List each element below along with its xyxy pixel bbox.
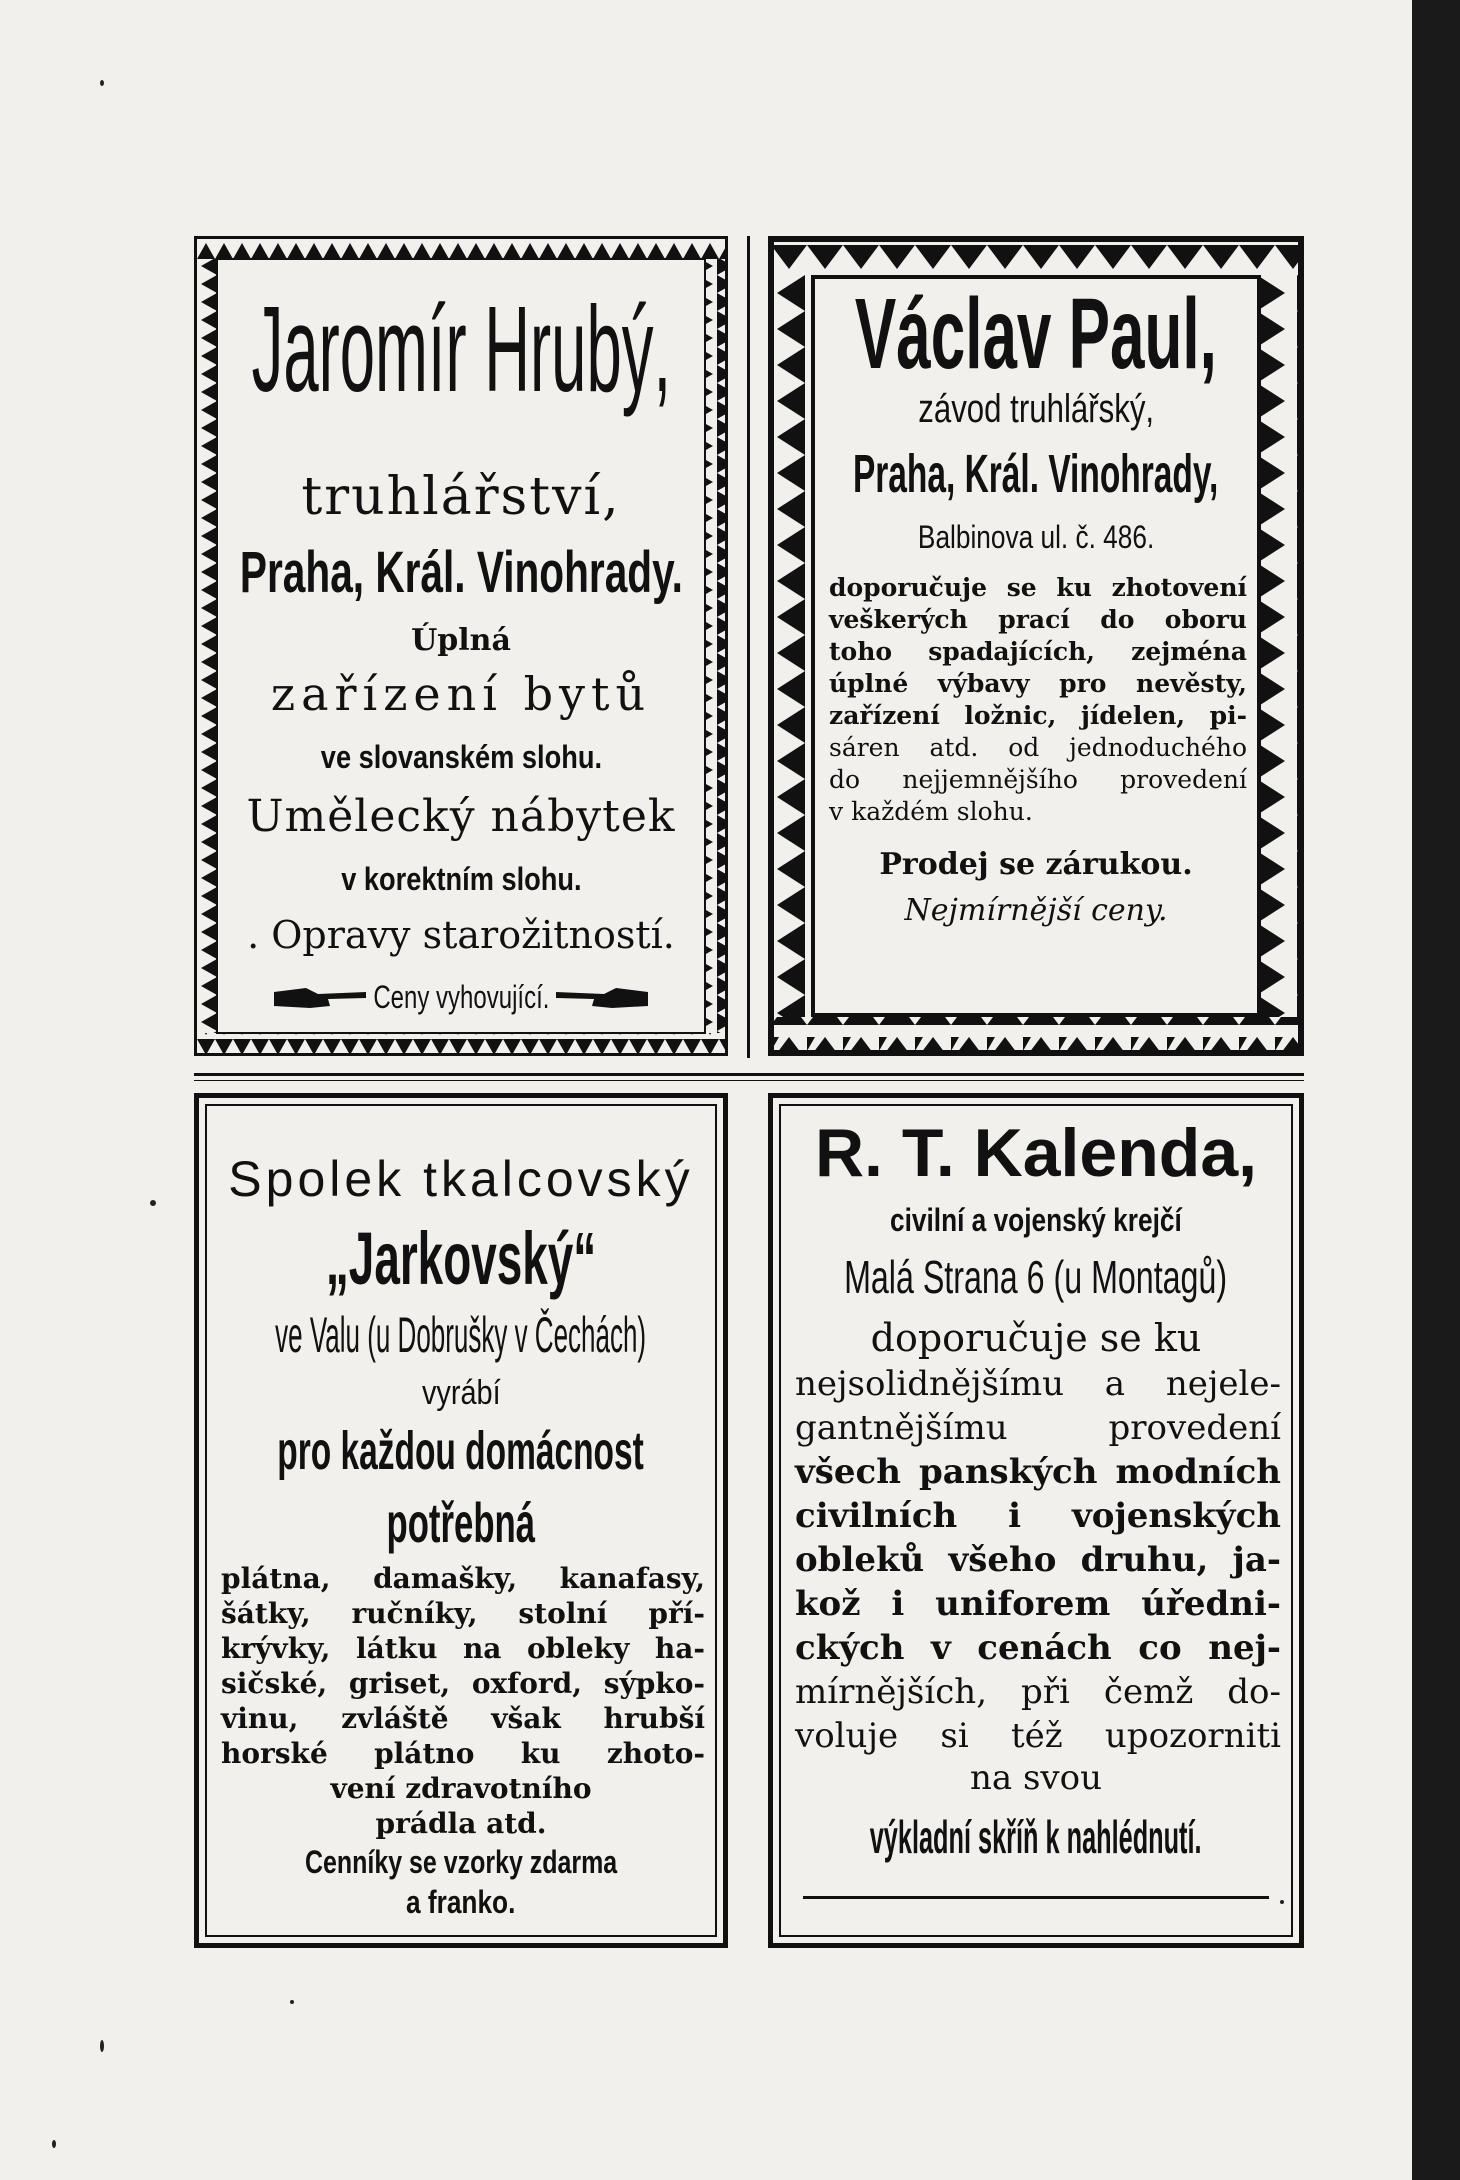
ad-spolek-tkalcovsky bbox=[194, 1093, 728, 1948]
ad-title: Václav Paul, bbox=[855, 278, 1217, 390]
sale-line: Prodej se zárukou. bbox=[879, 847, 1193, 882]
prices-line: Ceny vyhovující. bbox=[372, 979, 550, 1015]
text-line: . Opravy starožitností. bbox=[247, 913, 675, 957]
pointing-hand-icon bbox=[552, 984, 652, 1012]
ad-title: Jaromír Hrubý, bbox=[251, 281, 671, 417]
body-line: civilních i vojenských bbox=[795, 1496, 1281, 1536]
trade-line: civilní a vojenský krejčí bbox=[890, 1202, 1182, 1238]
inner-frame bbox=[205, 1104, 717, 1937]
body-line: veškerých prací do oboru bbox=[829, 605, 1247, 634]
body-line: kož i uniforem úředni- bbox=[795, 1584, 1281, 1624]
body-line: obleků všeho druhu, ja- bbox=[795, 1540, 1281, 1580]
trade-line: truhlářství, bbox=[301, 467, 621, 527]
body-line: v každém slohu. bbox=[829, 797, 1033, 826]
text-line: vyrábí bbox=[421, 1374, 501, 1412]
underline-rule bbox=[803, 1896, 1269, 1899]
body-line: ckých v cenách co nej- bbox=[795, 1628, 1281, 1668]
text-line: doporučuje se ku bbox=[870, 1316, 1202, 1360]
text-line: pro každou domácnost bbox=[277, 1421, 645, 1481]
ad-title: Spolek tkalcovský bbox=[228, 1151, 694, 1207]
text-line: v korektním slohu. bbox=[340, 861, 582, 897]
body-line: a franko. bbox=[406, 1884, 516, 1920]
body-line: horské plátno ku zhoto- bbox=[221, 1737, 705, 1770]
pointing-hand-icon bbox=[270, 984, 370, 1012]
ad-jaromir-hruby bbox=[194, 236, 728, 1056]
body-line: voluje si též upozorniti bbox=[795, 1716, 1281, 1756]
body-line: úplné výbavy pro nevěsty, bbox=[829, 669, 1247, 698]
body-line: do nejjemnějšího provedení bbox=[829, 765, 1247, 794]
body-line: nejsolidnějšímu a nejele- bbox=[795, 1364, 1281, 1404]
text-line: potřebná bbox=[386, 1491, 536, 1554]
body-line: doporučuje se ku zhotovení bbox=[829, 573, 1247, 602]
street-line: Balbinova ul. č. 486. bbox=[917, 519, 1155, 555]
ad-title: R. T. Kalenda, bbox=[814, 1115, 1258, 1191]
body-line: sičské, griset, oxford, sýpko- bbox=[221, 1667, 705, 1700]
ad-vaclav-paul bbox=[768, 236, 1304, 1056]
ad-rt-kalenda bbox=[768, 1093, 1304, 1948]
body-line: Cenníky se vzorky zdarma bbox=[304, 1844, 618, 1880]
text-line: výkladní skříň k nahlédnutí. bbox=[870, 1811, 1202, 1863]
page-edge-shadow bbox=[1412, 0, 1460, 2180]
text-line: Úplná bbox=[411, 623, 511, 658]
row-divider bbox=[194, 1073, 1304, 1076]
inner-frame bbox=[779, 1104, 1293, 1937]
body-line: vinu, zvláště však hrubší bbox=[221, 1702, 705, 1735]
body-line: zařízení ložnic, jídelen, pi- bbox=[829, 701, 1247, 730]
address-line: Praha, Král. Vinohrady, bbox=[853, 444, 1219, 504]
prices-line: Nejmírnější ceny. bbox=[904, 893, 1168, 928]
row-divider-thin bbox=[194, 1080, 1304, 1081]
place-line: ve Valu (u Dobrušky v Čechách) bbox=[275, 1307, 647, 1363]
body-line: mírnějších, při čemž do- bbox=[795, 1672, 1281, 1712]
body-line: šátky, ručníky, stolní pří- bbox=[221, 1597, 705, 1630]
address-line: Malá Strana 6 (u Montagů) bbox=[844, 1251, 1228, 1303]
body-line: vení zdravotního bbox=[330, 1772, 592, 1805]
body-line: všech panských modních bbox=[795, 1452, 1281, 1492]
text-line: zařízení bytů bbox=[270, 667, 652, 721]
body-line: krývky, látku na obleky ha- bbox=[221, 1632, 705, 1665]
body-line: plátna, damašky, kanafasy, bbox=[221, 1562, 705, 1595]
text-line: ve slovanském slohu. bbox=[320, 739, 602, 775]
company-name: „Jarkovský“ bbox=[325, 1217, 597, 1300]
body-line: sáren atd. od jednoduchého bbox=[829, 733, 1247, 762]
text-line: na svou bbox=[970, 1758, 1102, 1798]
column-divider bbox=[747, 236, 750, 1058]
body-line: prádla atd. bbox=[375, 1807, 547, 1840]
body-line: toho spadajících, zejména bbox=[829, 637, 1247, 666]
address-line: Praha, Král. Vinohrady. bbox=[239, 540, 683, 605]
body-line: gantnějšímu provedení bbox=[795, 1408, 1281, 1448]
trade-line: závod truhlářský, bbox=[918, 387, 1154, 431]
text-line: Umělecký nábytek bbox=[246, 791, 676, 842]
